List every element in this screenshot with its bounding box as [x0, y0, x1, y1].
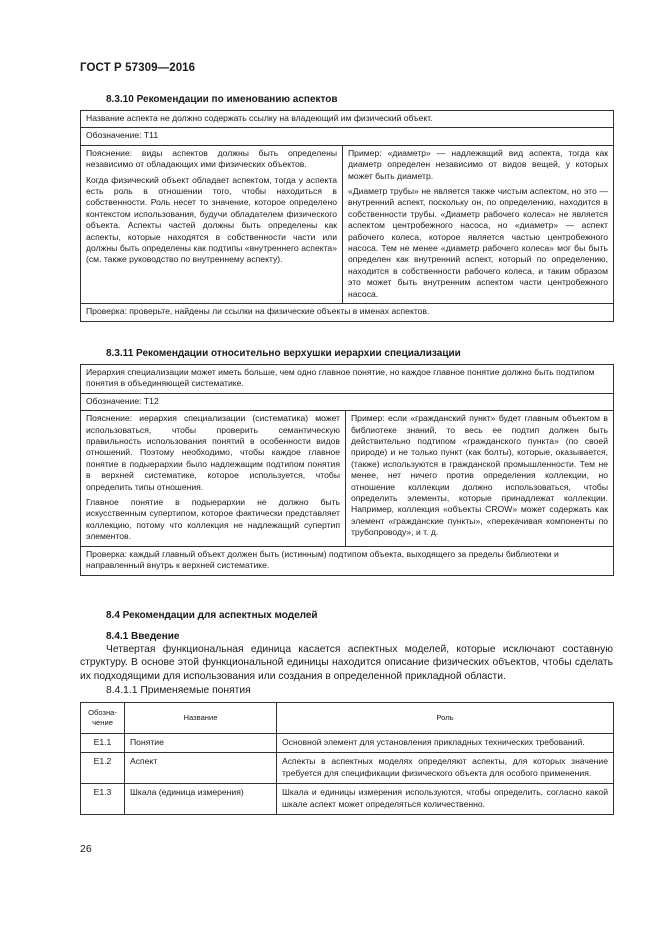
table-row [81, 784, 614, 815]
t11-check: Проверка: проверьте, найдены ли ссылки на физические объекты в именах аспектов. [81, 304, 614, 321]
t11-example-p1: Пример: «диаметр» — надлежащий вид аспекта, тогда как диаметр определен независимо от видов вещей, у которых может быть диаметр. [348, 147, 608, 181]
t12-statement: Иерархия специализации может иметь больше, чем одно главное понятие, но каждое главное понятие должно быть подтипом понятия в объединяющей систематике. [81, 365, 614, 394]
column-header-role: Роль [277, 703, 614, 734]
term-role: Аспекты в аспектных моделях определяют аспекты, для которых значение требуется для спецификации физического объекта для особого применения. [277, 753, 614, 784]
table-row [81, 753, 614, 784]
t12-example-p1: Пример: если «гражданский пункт» будет главным объектом в библиотеке знаний, то весь ее подтип должен быть действительно подтипом «гражданского пункта» (по своей природе) и не только пункт (как болты), которые, оказывается, (также) используются в гражданской промышленности. Тем не менее, нет ничего против определения коллекции, но отношение коллекции должно использоваться, чтобы определить элементы, которые принадлежат коллекции. Например, коллекция «объекты CROW» может содержать как элемент «гражданские пункты», «перекачивая компоненты по трубопроводу», и т. д. [351, 413, 608, 538]
section-8-3-11-table [80, 364, 614, 576]
t12-designation: Обозначение: Т12 [81, 393, 614, 410]
t11-designation: Обозначение: Т11 [81, 128, 614, 145]
page-number: 26 [80, 843, 92, 855]
term-name: Понятие [125, 734, 277, 753]
section-8-4-heading: 8.4 Рекомендации для аспектных моделей [106, 610, 318, 621]
column-header-code: Обозна- чение [81, 703, 125, 734]
section-8-4-1-heading: 8.4.1 Введение [106, 631, 180, 642]
t11-explanation-p2: Когда физический объект обладает аспектом, тогда у аспекта есть роль в отношении того, чтобы находиться в собственности. Роль несет то значение, которое определено контекстом использования, будучи обладателем физического объекта. Аспекты частей должны быть определены как аспекты, которые находятся в собственности части или должны быть определены как подтипы «внутреннего аспекта» (см. также руководство по внутреннему аспекту). [86, 174, 337, 265]
section-8-3-10-heading: 8.3.10 Рекомендации по именованию аспектов [106, 94, 338, 105]
section-8-4-1-paragraph: Четвертая функциональная единица касается аспектных моделей, которые исключают составную структуру. В основе этой функциональной единицы находится описание физических объектов, чтобы сделать их подходящими для использования или создания в определенной прикладной области. [80, 644, 613, 682]
term-role: Шкала и единицы измерения используются, чтобы определить, согласно какой шкале аспект может определяться количественно. [277, 784, 614, 815]
t11-explanation-cell [81, 145, 343, 303]
t11-statement: Название аспекта не должно содержать ссылку на владеющий им физический объект. [81, 111, 614, 128]
document-header: ГОСТ Р 57309—2016 [80, 62, 196, 74]
term-code: E1.1 [81, 734, 125, 753]
t11-example-p2: «Диаметр трубы» не является также чистым аспектом, но это — внутренний аспект, поскольку он, по определению, находится в собственности трубы. «Диаметр рабочего колеса» не является аспектом центробежного насоса, но «диаметр» — аспект рабочего колеса, которое является частью центробежного насоса. Тем не менее «диаметр рабочего колеса» мог бы быть определен как внутренний аспект, который по определению, находится в собственности рабочего колеса, и таким образом это может быть внутренним аспектом части центробежного насоса. [348, 186, 608, 299]
section-8-3-10-table [80, 110, 614, 322]
t12-explanation-p1: Пояснение: иерархия специализации (систематика) может использоваться, чтобы проверить семантическую правильность использования понятий в особенности видов отношений. Поэтому необходимо, чтобы каждое главное понятие в подыерархии было надлежащим подтипом понятия в верхней систематике, которое используется, чтобы определить типы отношения. [86, 413, 340, 492]
table-row [81, 734, 614, 753]
t12-check: Проверка: каждый главный объект должен быть (истинным) подтипом объекта, выходящего за пределы библиотеки и направленный внутрь к верхней систематике. [81, 546, 614, 575]
t12-example-cell [346, 411, 614, 546]
terms-table-header [81, 703, 614, 734]
term-code: E1.3 [81, 784, 125, 815]
terms-table [80, 702, 614, 815]
term-code: E1.2 [81, 753, 125, 784]
section-8-3-11-heading: 8.3.11 Рекомендации относительно верхушки иерархии специализации [106, 348, 461, 359]
t11-explanation-p1: Пояснение: виды аспектов должны быть определены независимо от обладающих ими физических объектов. [86, 147, 337, 170]
term-role: Основной элемент для установления прикладных технических требований. [277, 734, 614, 753]
t12-explanation-p2: Главное понятие в подыерархии не должно быть искусственным супертипом, которое фактически представляет коллекцию, потому что коллекция не надлежащий супертип элементов. [86, 497, 340, 542]
t11-example-cell [343, 145, 614, 303]
t12-explanation-cell [81, 411, 346, 546]
section-8-4-1-1-heading: 8.4.1.1 Применяемые понятия [106, 685, 251, 696]
term-name: Аспект [125, 753, 277, 784]
column-header-name: Название [125, 703, 277, 734]
term-name: Шкала (единица измерения) [125, 784, 277, 815]
